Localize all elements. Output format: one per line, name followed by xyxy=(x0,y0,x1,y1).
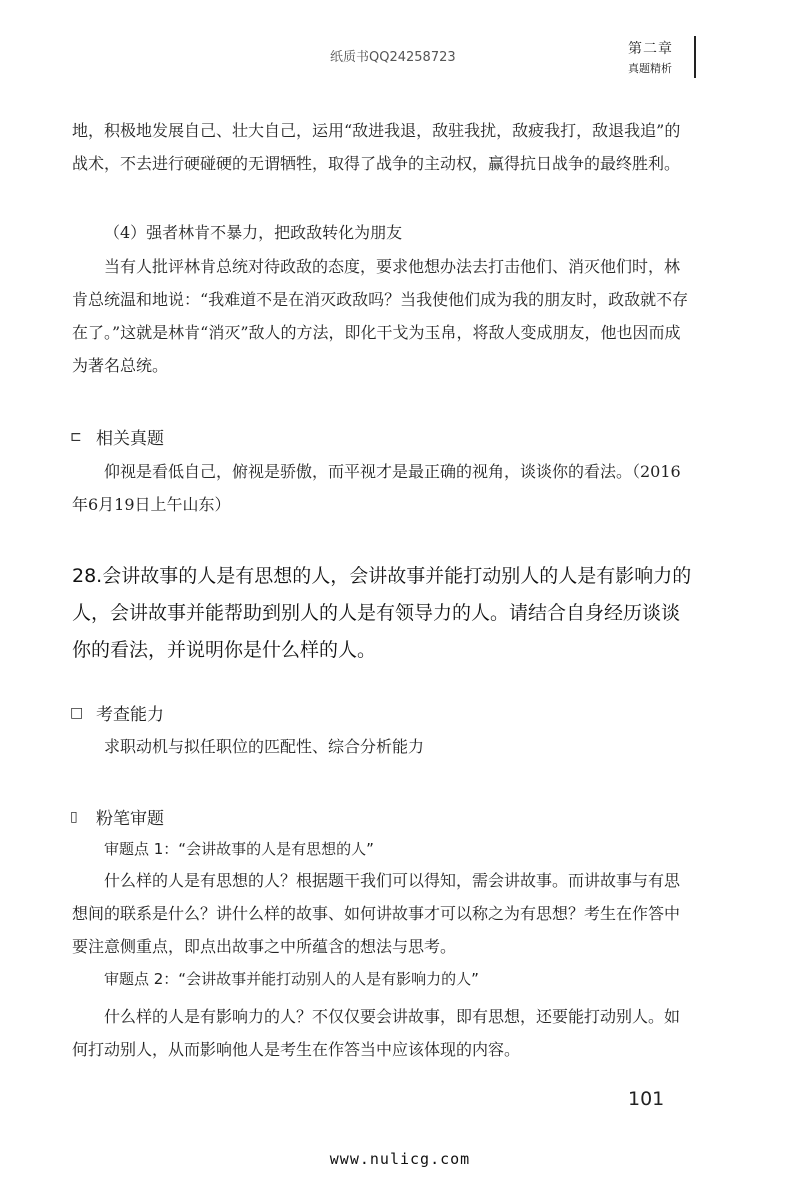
review-point-2-text: 什么样的人是有影响力的人？不仅仅要会讲故事，即有思想，还要能打动别人。如何打动别人，从而影响他人是考生在作答当中应该体现的内容。 xyxy=(72,1007,681,1059)
header-watermark: 纸质书QQ24258723 xyxy=(330,50,456,65)
question-28: 28.会讲故事的人是有思想的人，会讲故事并能打动别人的人是有影响力的人，会讲故事并能帮助到别人的人是有领导力的人。请结合自身经历谈谈你的看法，并说明你是什么样的人。 xyxy=(72,565,692,661)
review-point-1-text: 什么样的人是有思想的人？根据题干我们可以得知，需会讲故事。而讲故事与有思想间的联系是什么？讲什么样的故事、如何讲故事才可以称之为有思想？考生在作答中要注意侧重点，即点出故事之中所蕴含的想法与思考。 xyxy=(72,871,681,956)
ability-title: 考查能力 xyxy=(96,705,164,725)
subheading-item-4: （4）强者林肯不暴力，把政敌转化为朋友 xyxy=(104,223,403,242)
related-title: 相关真题 xyxy=(96,429,164,449)
related-question: 仰视是看低自己，俯视是骄傲，而平视才是最正确的视角，谈谈你的看法。（2016年6月19日上午山东） xyxy=(72,462,681,514)
header-divider xyxy=(694,36,696,78)
square-icon: □ xyxy=(70,704,84,721)
review-title: 粉笔审题 xyxy=(96,809,164,829)
ability-text: 求职动机与拟任职位的匹配性、综合分析能力 xyxy=(104,737,425,756)
paragraph-2: 当有人批评林肯总统对待政敌的态度，要求他想办法去打击他们、消灭他们时，林肯总统温和地说：“我难道不是在消灭政敌吗？当我使他们成为我的朋友时，政敌就不存在了。”这就是林肯“消灭”敌人的方法，即化干戈为玉帛，将敌人变成朋友，他也因而成为著名总统。 xyxy=(72,257,689,375)
chapter-subtitle: 真题精析 xyxy=(628,62,672,75)
review-section-heading xyxy=(70,804,164,829)
ability-section-heading xyxy=(70,700,164,725)
chapter-title: 第二章 xyxy=(628,41,673,57)
review-point-1-title: 审题点 1：“会讲故事的人是有思想的人” xyxy=(104,840,374,858)
review-point-2-title: 审题点 2：“会讲故事并能打动别人的人是有影响力的人” xyxy=(104,970,479,988)
footer-url: www.nulicg.com xyxy=(329,1150,471,1168)
related-icon: ⊏ xyxy=(70,428,82,445)
paragraph-1: 地，积极地发展自己、壮大自己，运用“敌进我退，敌驻我扰，敌疲我打，敌退我追”的战术，不去进行硬碰硬的无谓牺牲，取得了战争的主动权，赢得抗日战争的最终胜利。 xyxy=(72,121,681,173)
page-number: 101 xyxy=(628,1088,665,1110)
related-section-heading xyxy=(70,424,164,449)
review-icon: ▯ xyxy=(70,808,78,825)
